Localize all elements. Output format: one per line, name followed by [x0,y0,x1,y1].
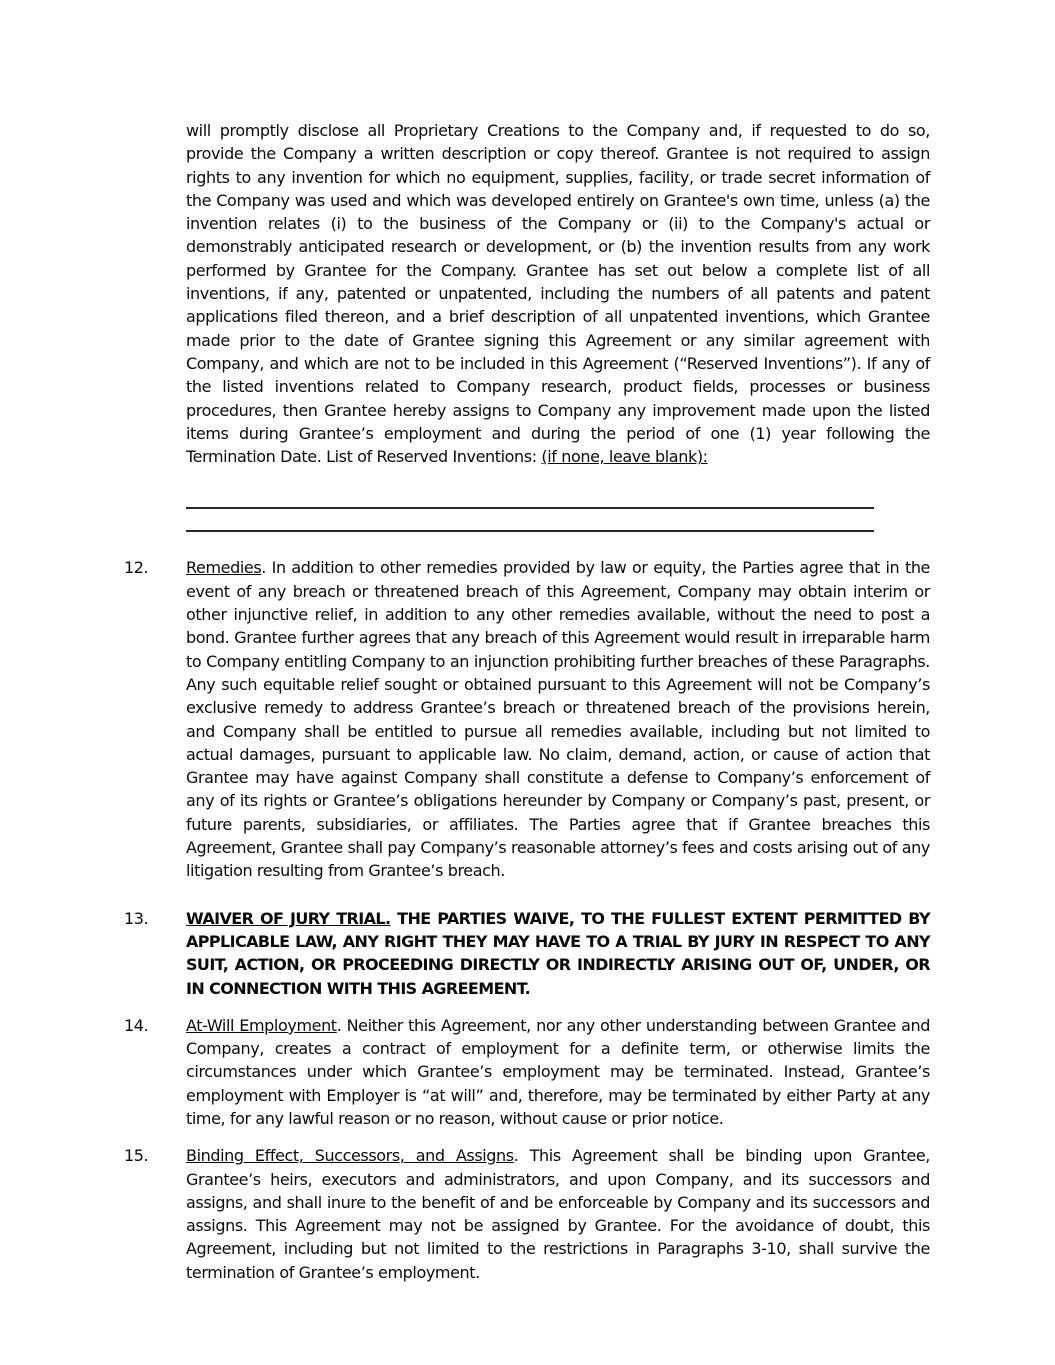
paragraph-body [186,907,930,1000]
paragraph-separator: . [513,1146,530,1166]
paragraph-heading: WAIVER OF JURY TRIAL. [186,908,391,928]
paragraph-text: This Agreement shall be binding upon Grantee, Grantee’s heirs, executors and administrators, and upon Company, and its successors and assigns, and shall inure to the benefit of and be enforceable by Company and its successors and assigns. This Agreement may not be assigned by Grantee. For the avoidance of doubt, this Agreement, including but not limited to the restrictions in Paragraphs 3-10, shall survive the termination of Grantee’s employment. [186,1146,930,1282]
paragraph-text: In addition to other remedies provided by law or equity, the Parties agree that in the event of any breach or threatened breach of this Agreement, Company may obtain interim or other injunctive relief, in addition to any other remedies available, without the need to post a bond. Grantee further agrees that any breach of this Agreement would result in irreparable harm to Company entitling Company to an injunction prohibiting further breaches of these Paragraphs. Any such equitable relief sought or obtained pursuant to this Agreement will not be Company’s exclusive remedy to address Grantee’s breach or threatened breach of the provisions herein, and Company shall be entitled to pursue all remedies available, including but not limited to actual damages, pursuant to applicable law. No claim, demand, action, or cause of action that Grantee may have against Company shall constitute a defense to Company’s enforcement of any of its rights or Grantee’s obligations hereunder by Company or Company’s past, present, or future parents, subsidiaries, or affiliates. The Parties agree that if Grantee breaches this Agreement, Grantee shall pay Company’s reasonable attorney’s fees and costs arising out of any litigation resulting from Grantee’s breach. [186,558,930,881]
blank-fill-line-1 [186,486,874,509]
paragraph-number: 14. [124,1015,149,1035]
paragraph-body [186,1144,930,1284]
paragraph-body [186,1014,930,1130]
paragraph-remedies [124,556,930,882]
paragraph-number: 13. [124,908,149,928]
intro-underlined-instruction: (if none, leave blank): [541,447,708,467]
paragraph-waiver-of-jury-trial [124,907,930,1000]
paragraph-separator: . [261,558,272,578]
paragraph-heading: Remedies [186,558,262,578]
intro-paragraph-text: will promptly disclose all Proprietary Creations to the Company and, if requested to do so, provide the Company a written description or copy thereof. Grantee is not required to assign rights to any invention for which no equipment, supplies, facility, or trade secret information of the Company was used and which was developed entirely on Grantee's own time, unless (a) the invention relates (i) to the business of the Company or (ii) to the Company's actual or demonstrably anticipated research or development, or (b) the invention results from any work performed by Grantee for the Company. Grantee has set out below a complete list of all inventions, if any, patented or unpatented, including the numbers of all patents and patent applications filed thereon, and a brief description of all unpatented inventions, which Grantee made prior to the date of Grantee signing this Agreement or any similar agreement with Company, and which are not to be included in this Agreement (“Reserved Inventions”). If any of the listed inventions related to Company research, product fields, processes or business procedures, then Grantee hereby assigns to Company any improvement made upon the listed items during Grantee’s employment and during the period of one (1) year following the Termination Date. List of Reserved Inventions: [186,121,930,467]
blank-fill-line-2 [186,509,874,532]
paragraph-text: THE PARTIES WAIVE, TO THE FULLEST EXTENT PERMITTED BY APPLICABLE LAW, ANY RIGHT THEY MAY HAVE TO A TRIAL BY JURY IN RESPECT TO ANY SUIT, ACTION, OR PROCEEDING DIRECTLY OR INDIRECTLY ARISING OUT OF, UNDER, OR IN CONNECTION WITH THIS AGREEMENT. [186,908,930,998]
paragraph-number: 15. [124,1146,149,1166]
document-content [124,119,930,1284]
paragraph-heading: At-Will Employment [186,1015,337,1035]
paragraph-body [186,556,930,882]
paragraph-text: Neither this Agreement, nor any other understanding between Grantee and Company, creates a contract of employment for a definite term, or otherwise limits the circumstances under which Grantee’s employment may be terminated. Instead, Grantee’s employment with Employer is “at will” and, therefore, may be terminated by either Party at any time, for any lawful reason or no reason, without cause or prior notice. [186,1015,931,1128]
reserved-inventions-blank-lines [186,486,930,532]
intro-paragraph [186,119,930,468]
paragraph-separator: . [336,1015,347,1035]
paragraph-binding-effect [124,1144,930,1284]
paragraph-number: 12. [124,558,149,578]
paragraph-heading: Binding Effect, Successors, and Assigns [186,1146,514,1166]
paragraph-at-will-employment [124,1014,930,1130]
